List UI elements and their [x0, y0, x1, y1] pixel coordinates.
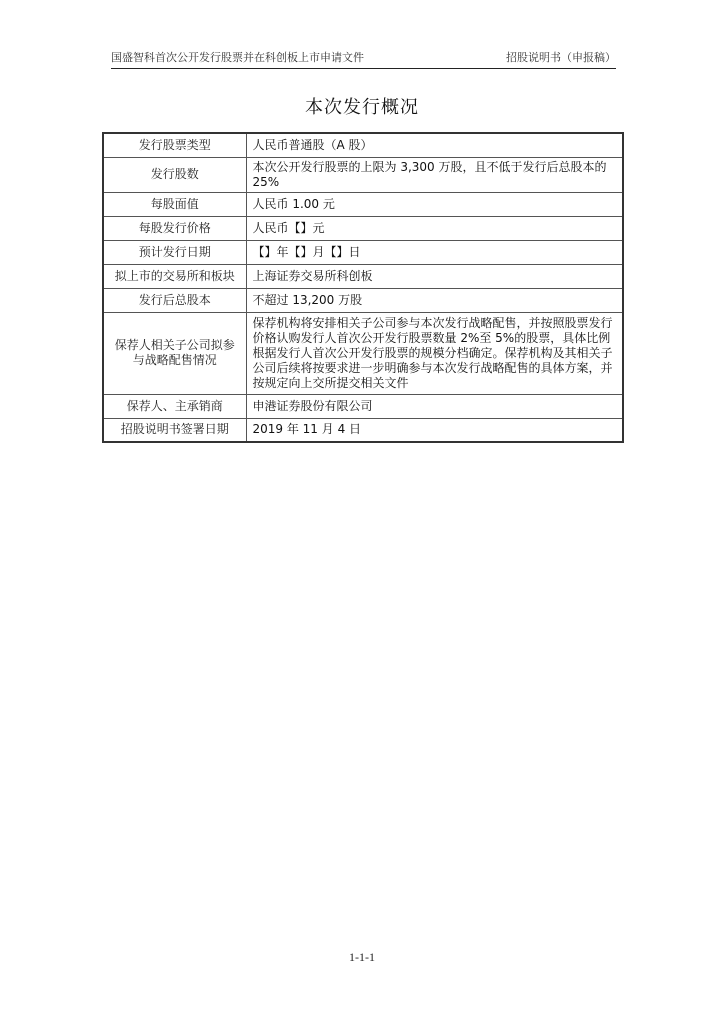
row-value: 上海证券交易所科创板	[246, 264, 623, 288]
row-label: 每股面值	[103, 192, 246, 216]
table-row	[103, 157, 623, 192]
row-value: 人民币【】元	[246, 216, 623, 240]
row-value: 2019 年 11 月 4 日	[246, 418, 623, 442]
row-value: 人民币普通股（A 股）	[246, 133, 623, 157]
table-row	[103, 192, 623, 216]
row-value: 保荐机构将安排相关子公司参与本次发行战略配售，并按照股票发行价格认购发行人首次公开发行股票数量 2%至 5%的股票，具体比例根据发行人首次公开发行股票的规模分档确定。保荐机构及其相关子公司后续将按要求进一步明确参与本次发行战略配售的具体方案，并按规定向上交所提交相关文件	[246, 312, 623, 394]
row-value: 人民币 1.00 元	[246, 192, 623, 216]
table-row	[103, 418, 623, 442]
row-label: 每股发行价格	[103, 216, 246, 240]
row-label: 保荐人相关子公司拟参与战略配售情况	[103, 312, 246, 394]
table-row	[103, 264, 623, 288]
header-document-type: 招股说明书（申报稿）	[506, 51, 616, 64]
row-label: 发行股数	[103, 157, 246, 192]
row-value: 申港证券股份有限公司	[246, 394, 623, 418]
page-number: 1-1-1	[349, 950, 375, 964]
page-title: 本次发行概况	[305, 97, 419, 118]
table-row	[103, 394, 623, 418]
table-row	[103, 216, 623, 240]
row-label: 发行后总股本	[103, 288, 246, 312]
row-label: 发行股票类型	[103, 133, 246, 157]
row-value: 不超过 13,200 万股	[246, 288, 623, 312]
table-row	[103, 133, 623, 157]
row-label: 保荐人、主承销商	[103, 394, 246, 418]
table-row	[103, 240, 623, 264]
row-label: 招股说明书签署日期	[103, 418, 246, 442]
header-document-name: 国盛智科首次公开发行股票并在科创板上市申请文件	[111, 51, 364, 64]
row-label: 拟上市的交易所和板块	[103, 264, 246, 288]
page-header	[111, 50, 616, 69]
offering-overview-table	[102, 132, 624, 443]
row-label: 预计发行日期	[103, 240, 246, 264]
row-value: 本次公开发行股票的上限为 3,300 万股，且不低于发行后总股本的 25%	[246, 157, 623, 192]
table-row	[103, 312, 623, 394]
table-row	[103, 288, 623, 312]
row-value: 【】年【】月【】日	[246, 240, 623, 264]
